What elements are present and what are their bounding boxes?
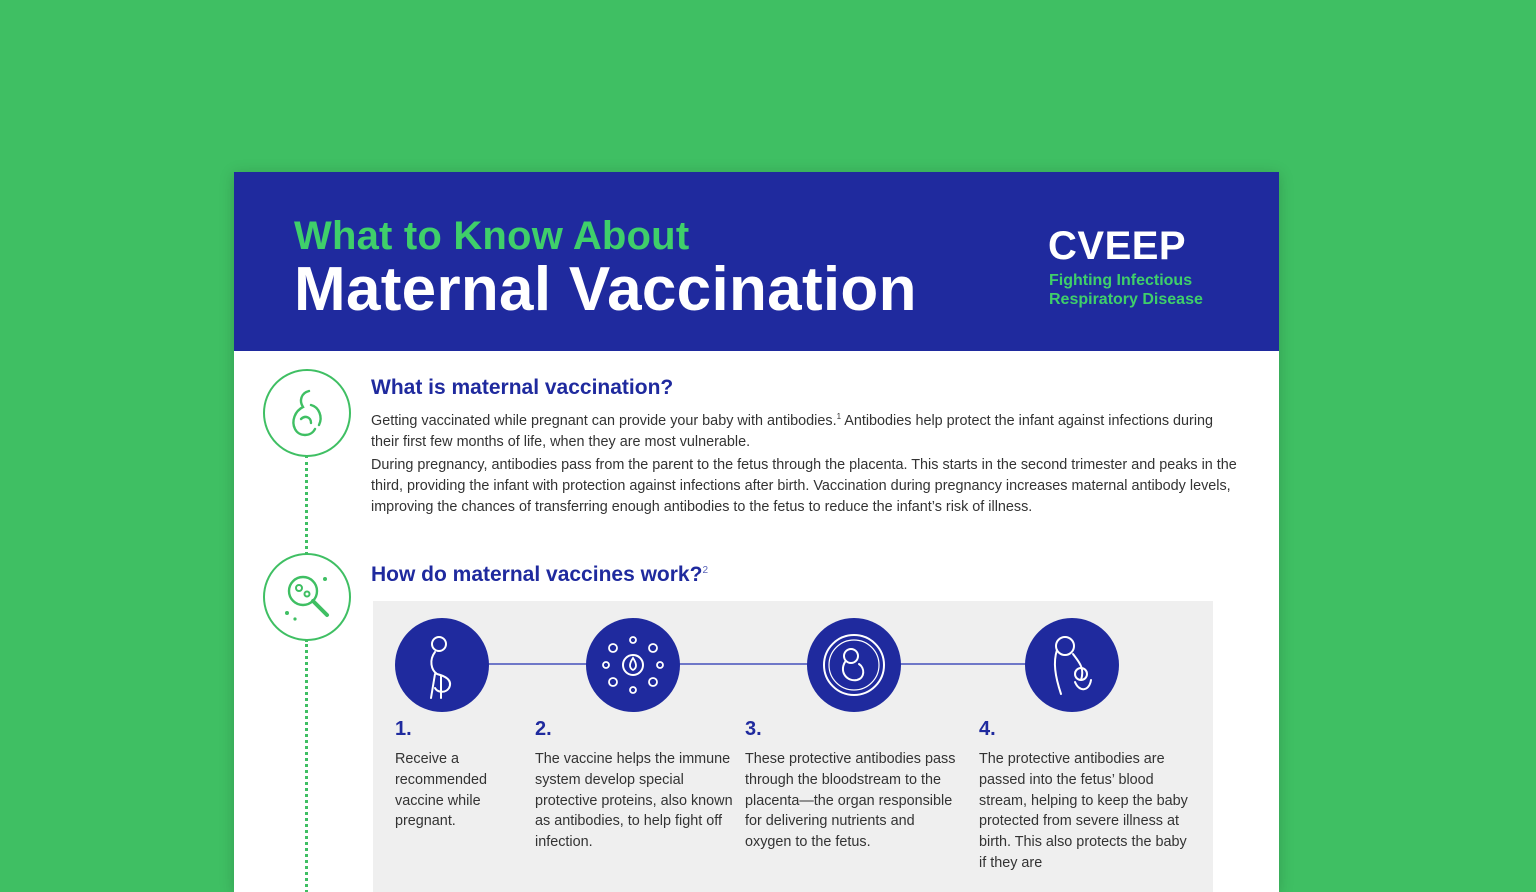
tagline-line-1: Fighting Infectious <box>1049 272 1193 289</box>
step-number-3: 3. <box>745 718 762 740</box>
steps-connector-line <box>443 663 1073 665</box>
brand-logo-text: CVEEP <box>1048 224 1187 268</box>
fact-sheet <box>234 172 1279 892</box>
section-heading-what-is: What is maternal vaccination? <box>371 376 674 399</box>
step-text-2: The vaccine helps the immune system develop special protective proteins, also known as antibodies, to help fight off infection. <box>535 751 733 851</box>
parent-holding-baby-icon <box>1025 618 1119 712</box>
step-number-4: 4. <box>979 718 996 740</box>
timeline-connector-lower <box>305 639 308 892</box>
step-number-2: 2. <box>535 718 552 740</box>
page-title: Maternal Vaccination <box>294 255 917 324</box>
step-text-3: These protective antibodies pass through the bloodstream to the placenta—the organ responsible for delivering nutrients and oxygen to the fetus. <box>745 751 956 851</box>
magnifier-cells-icon <box>263 553 351 641</box>
brand-tagline <box>1049 271 1203 309</box>
step-text-1: Receive a recommended vaccine while pregnant. <box>395 751 487 830</box>
step-text-4: The protective antibodies are passed into the fetus’ blood stream, helping to keep the baby protected from severe illness at birth. This also protects the baby if they are <box>979 751 1188 871</box>
pregnant-person-icon <box>395 618 489 712</box>
timeline-connector <box>305 455 308 555</box>
tagline-line-2: Respiratory Disease <box>1049 291 1203 308</box>
immune-cells-icon <box>586 618 680 712</box>
step-number-1: 1. <box>395 718 412 740</box>
fetus-icon <box>807 618 901 712</box>
section-heading-how <box>371 563 708 587</box>
footnote-ref-2[interactable]: 2 <box>702 565 708 576</box>
footnote-ref-1[interactable]: 1 <box>836 412 842 421</box>
header-kicker: What to Know About <box>294 214 690 258</box>
section-heading-how-text: How do maternal vaccines work? <box>371 563 703 586</box>
paragraph-intro <box>371 407 1241 452</box>
paragraph-intro-rest: Antibodies help protect the infant against infections during their first few months of life, when they are most vulnerable. <box>371 412 1214 450</box>
paragraph-placenta: During pregnancy, antibodies pass from the parent to the fetus through the placenta. This starts in the second trimester and peaks in the third, providing the infant with protection against infections after birth. Vaccination during pregnancy increases maternal antibody levels, improving the chances of transferring enough antibodies to the fetus to reduce the infant’s risk of illness. <box>371 457 1237 515</box>
header-banner <box>234 172 1279 351</box>
paragraph-intro-text: Getting vaccinated while pregnant can provide your baby with antibodies. <box>371 412 837 429</box>
steps-panel <box>373 601 1213 892</box>
pregnant-silhouette-icon <box>263 369 351 457</box>
